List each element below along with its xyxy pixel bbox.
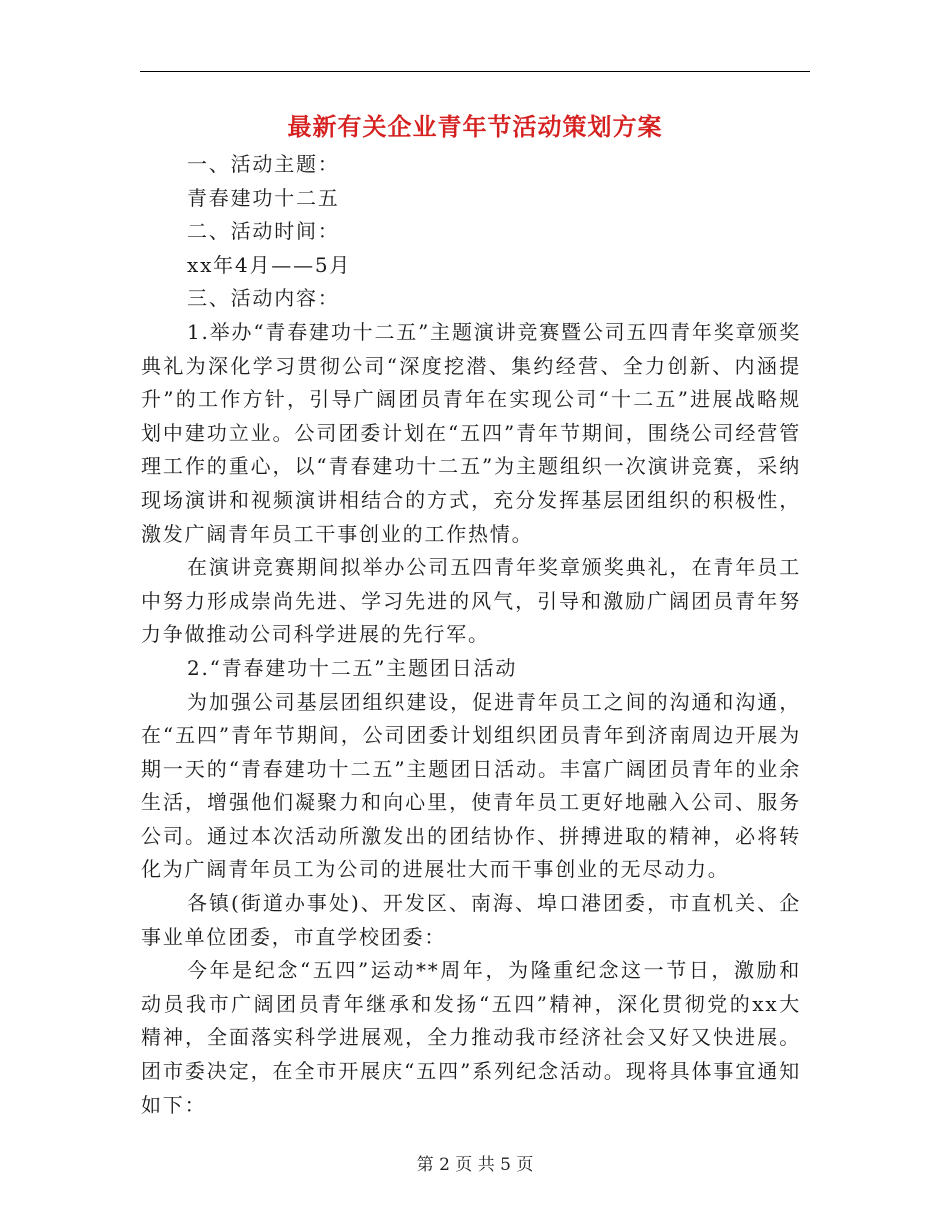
page-number: 第 2 页 共 5 页: [416, 1155, 534, 1175]
section-heading-content: 三、活动内容：: [187, 286, 340, 311]
document-title: 最新有关企业青年节活动策划方案: [287, 113, 663, 141]
section-heading-theme: 一、活动主题：: [187, 152, 340, 176]
notice-addressees: 各镇(街道办事处)、开发区、南海、埠口港团委，市直机关、企事业单位团委，市直学校团委：: [141, 891, 801, 949]
document-body: [141, 148, 801, 1122]
content-item-2: 为加强公司基层团组织建设，促进青年员工之间的沟通和沟通，在“五四”青年节期间，公司团委计划组织团员青年到济南周边开展为期一天的“青春建功十二五”主题团日活动。丰富广阔团员青年的业余生活，增强他们凝聚力和向心里，使青年员工更好地融入公司、服务公司。通过本次活动所激发出的团结协作、拼搏进取的精神，必将转化为广阔青年员工为公司的进展壮大而干事创业的无尽动力。: [141, 689, 801, 882]
time-text: xx年4月——5月: [187, 252, 352, 277]
content-item-1: 1.举办“青春建功十二五”主题演讲竞赛暨公司五四青年奖章颁奖典礼为深化学习贯彻公司“深度挖潜、集约经营、全力创新、内涵提升”的工作方针，引导广阔团员青年在实现公司“十二五”进展战略规划中建功立业。公司团委计划在“五四”青年节期间，围绕公司经营管理工作的重心，以“青春建功十二五”为主题组织一次演讲竞赛，采纳现场演讲和视频演讲相结合的方式，充分发挥基层团组织的积极性，激发广阔青年员工干事创业的工作热情。: [141, 319, 801, 546]
section-heading-time: 二、活动时间：: [187, 219, 340, 244]
header-rule: [140, 71, 810, 72]
theme-text: 青春建功十二五: [187, 185, 340, 210]
content-item-1-continued: 在演讲竞赛期间拟举办公司五四青年奖章颁奖典礼，在青年员工中努力形成崇尚先进、学习先进的风气，引导和激励广阔团员青年努力争做推动公司科学进展的先行军。: [141, 555, 801, 647]
notice-body: 今年是纪念“五四”运动**周年，为隆重纪念这一节日，激励和动员我市广阔团员青年继承和发扬“五四”精神，深化贯彻党的xx大精神，全面落实科学进展观，全力推动我市经济社会又好又快进展。团市委决定，在全市开展庆“五四”系列纪念活动。现将具体事宜通知如下：: [141, 958, 801, 1117]
content-item-2-heading: 2.“青春建功十二五”主题团日活动: [187, 655, 518, 680]
